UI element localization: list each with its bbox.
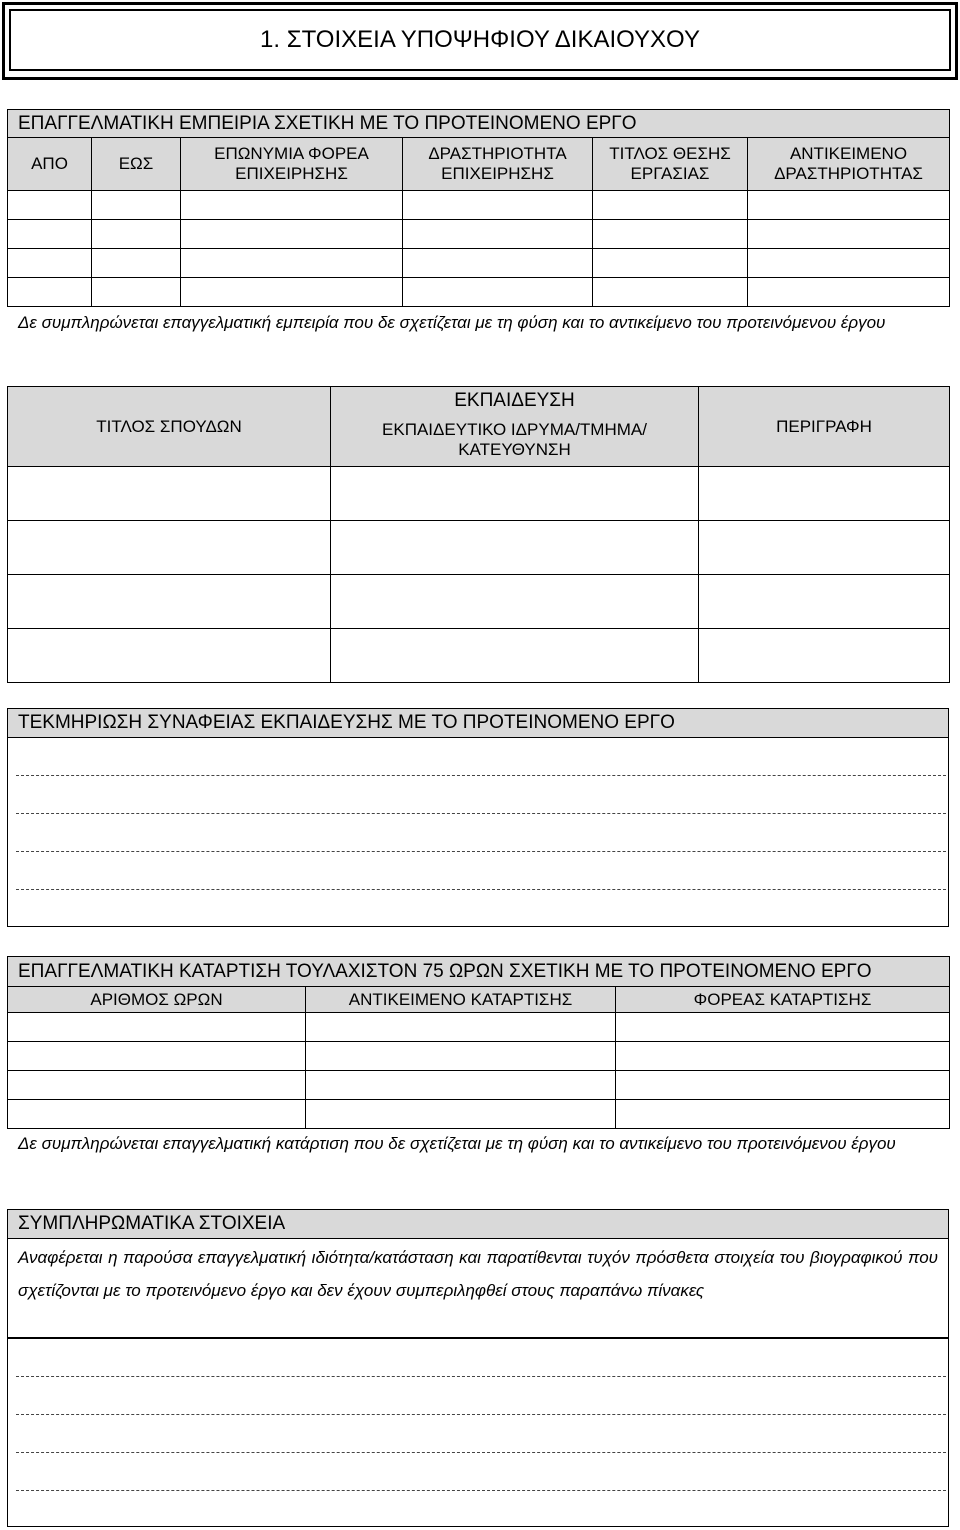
experience-note: Δε συμπληρώνεται επαγγελματική εμπειρία που δε σχετίζεται με τη φύση και το αντικείμενο του προτεινόμενου έργου: [18, 313, 886, 332]
cell-to[interactable]: [92, 249, 181, 278]
table-row: [8, 629, 950, 683]
supplementary-instruction-box: [7, 1238, 949, 1338]
cell-institution[interactable]: [331, 629, 699, 683]
col-from: ΑΠΟ: [8, 138, 92, 191]
cell-study-title[interactable]: [8, 575, 331, 629]
cell-hours[interactable]: [8, 1071, 306, 1100]
education-header: ΕΚΠΑΙΔΕΥΣΗ: [331, 387, 699, 415]
cell-company-activity[interactable]: [403, 191, 593, 220]
table-row: [8, 521, 950, 575]
dashed-line: [16, 851, 946, 852]
col-description: ΠΕΡΙΓΡΑΦΗ: [699, 387, 950, 467]
cell-description[interactable]: [699, 467, 950, 521]
cell-activity-subject[interactable]: [748, 220, 950, 249]
cell-institution[interactable]: [331, 467, 699, 521]
cell-from[interactable]: [8, 191, 92, 220]
cell-company-name[interactable]: [181, 278, 403, 307]
supplementary-header-text: ΣΥΜΠΛΗΡΩΜΑΤΙΚΑ ΣΤΟΙΧΕΙΑ: [18, 1213, 286, 1234]
supplementary-text-area[interactable]: [7, 1338, 949, 1527]
cell-study-title[interactable]: [8, 629, 331, 683]
relevance-header-text: ΤΕΚΜΗΡΙΩΣΗ ΣΥΝΑΦΕΙΑΣ ΕΚΠΑΙΔΕΥΣΗΣ ΜΕ ΤΟ ΠΡΟΤΕΙΝΟΜΕΝΟ ΕΡΓΟ: [18, 712, 675, 733]
col-training-provider: ΦΟΡΕΑΣ ΚΑΤΑΡΤΙΣΗΣ: [616, 987, 950, 1013]
table-row: [8, 278, 950, 307]
cell-training-subject[interactable]: [306, 1100, 616, 1129]
supplementary-instruction: Αναφέρεται η παρούσα επαγγελματική ιδιότητα/κατάσταση και παρατίθενται τυχόν πρόσθετα στοιχεία του βιογραφικού που σχετίζονται με το προτεινόμενο έργο και δεν έχουν συμπεριληφθεί στους παραπάνω πίνακες: [18, 1248, 938, 1300]
education-table: [7, 386, 950, 683]
cell-training-provider[interactable]: [616, 1013, 950, 1042]
cell-institution[interactable]: [331, 575, 699, 629]
cell-description[interactable]: [699, 575, 950, 629]
col-to: ΕΩΣ: [92, 138, 181, 191]
page-title-text: 1. ΣΤΟΙΧΕΙΑ ΥΠΟΨΗΦΙΟΥ ΔΙΚΑΙΟΥΧΟΥ: [260, 26, 700, 53]
dashed-line: [16, 1490, 946, 1491]
cell-company-activity[interactable]: [403, 220, 593, 249]
experience-header: ΕΠΑΓΓΕΛΜΑΤΙΚΗ ΕΜΠΕΙΡΙΑ ΣΧΕΤΙΚΗ ΜΕ ΤΟ ΠΡΟΤΕΙΝΟΜΕΝΟ ΕΡΓΟ: [8, 110, 950, 138]
dashed-line: [16, 889, 946, 890]
table-row: [8, 249, 950, 278]
training-note: Δε συμπληρώνεται επαγγελματική κατάρτιση που δε σχετίζεται με τη φύση και το αντικείμενο του προτεινόμενου έργου: [18, 1134, 896, 1153]
cell-description[interactable]: [699, 521, 950, 575]
cell-to[interactable]: [92, 220, 181, 249]
cell-from[interactable]: [8, 220, 92, 249]
cell-company-activity[interactable]: [403, 278, 593, 307]
table-row: [8, 1100, 950, 1129]
cell-training-provider[interactable]: [616, 1100, 950, 1129]
table-row: [8, 191, 950, 220]
cell-activity-subject[interactable]: [748, 191, 950, 220]
cell-company-name[interactable]: [181, 191, 403, 220]
col-company-name: ΕΠΩΝΥΜΙΑ ΦΟΡΕΑ ΕΠΙΧΕΙΡΗΣΗΣ: [181, 138, 403, 191]
col-hours: ΑΡΙΘΜΟΣ ΩΡΩΝ: [8, 987, 306, 1013]
table-row: [8, 1013, 950, 1042]
table-row: [8, 575, 950, 629]
cell-institution[interactable]: [331, 521, 699, 575]
col-institution: ΕΚΠΑΙΔΕΥΤΙΚΟ ΙΔΡΥΜΑ/ΤΜΗΜΑ/ΚΑΤΕΥΘΥΝΣΗ: [331, 415, 699, 467]
relevance-text-area[interactable]: [7, 737, 949, 927]
cell-from[interactable]: [8, 278, 92, 307]
cell-training-provider[interactable]: [616, 1071, 950, 1100]
cell-company-name[interactable]: [181, 249, 403, 278]
cell-hours[interactable]: [8, 1013, 306, 1042]
table-row: [8, 1042, 950, 1071]
table-row: [8, 467, 950, 521]
cell-activity-subject[interactable]: [748, 278, 950, 307]
dashed-line: [16, 1376, 946, 1377]
dashed-line: [16, 813, 946, 814]
cell-hours[interactable]: [8, 1042, 306, 1071]
cell-study-title[interactable]: [8, 467, 331, 521]
dashed-line: [16, 1452, 946, 1453]
cell-job-title[interactable]: [593, 278, 748, 307]
page-title: [9, 9, 951, 71]
col-training-subject: ΑΝΤΙΚΕΙΜΕΝΟ ΚΑΤΑΡΤΙΣΗΣ: [306, 987, 616, 1013]
cell-hours[interactable]: [8, 1100, 306, 1129]
col-activity-subject: ΑΝΤΙΚΕΙΜΕΝΟ ΔΡΑΣΤΗΡΙΟΤΗΤΑΣ: [748, 138, 950, 191]
cell-activity-subject[interactable]: [748, 249, 950, 278]
dashed-line: [16, 1414, 946, 1415]
cell-training-subject[interactable]: [306, 1013, 616, 1042]
dashed-line: [16, 775, 946, 776]
cell-training-subject[interactable]: [306, 1042, 616, 1071]
cell-study-title[interactable]: [8, 521, 331, 575]
col-job-title: ΤΙΤΛΟΣ ΘΕΣΗΣ ΕΡΓΑΣΙΑΣ: [593, 138, 748, 191]
supplementary-header: [7, 1209, 949, 1239]
table-row: [8, 220, 950, 249]
relevance-header: [7, 708, 949, 738]
cell-description[interactable]: [699, 629, 950, 683]
cell-to[interactable]: [92, 278, 181, 307]
cell-from[interactable]: [8, 249, 92, 278]
cell-company-name[interactable]: [181, 220, 403, 249]
cell-job-title[interactable]: [593, 249, 748, 278]
cell-job-title[interactable]: [593, 220, 748, 249]
training-table: [7, 956, 950, 1129]
col-study-title: ΤΙΤΛΟΣ ΣΠΟΥΔΩΝ: [8, 387, 331, 467]
col-company-activity: ΔΡΑΣΤΗΡΙΟΤΗΤΑ ΕΠΙΧΕΙΡΗΣΗΣ: [403, 138, 593, 191]
cell-to[interactable]: [92, 191, 181, 220]
training-header: ΕΠΑΓΓΕΛΜΑΤΙΚΗ ΚΑΤΑΡΤΙΣΗ ΤΟΥΛΑΧΙΣΤΟΝ 75 ΩΡΩΝ ΣΧΕΤΙΚΗ ΜΕ ΤΟ ΠΡΟΤΕΙΝΟΜΕΝΟ ΕΡΓΟ: [8, 957, 950, 987]
table-row: [8, 1071, 950, 1100]
experience-table: [7, 109, 950, 307]
cell-company-activity[interactable]: [403, 249, 593, 278]
cell-training-subject[interactable]: [306, 1071, 616, 1100]
cell-training-provider[interactable]: [616, 1042, 950, 1071]
cell-job-title[interactable]: [593, 191, 748, 220]
